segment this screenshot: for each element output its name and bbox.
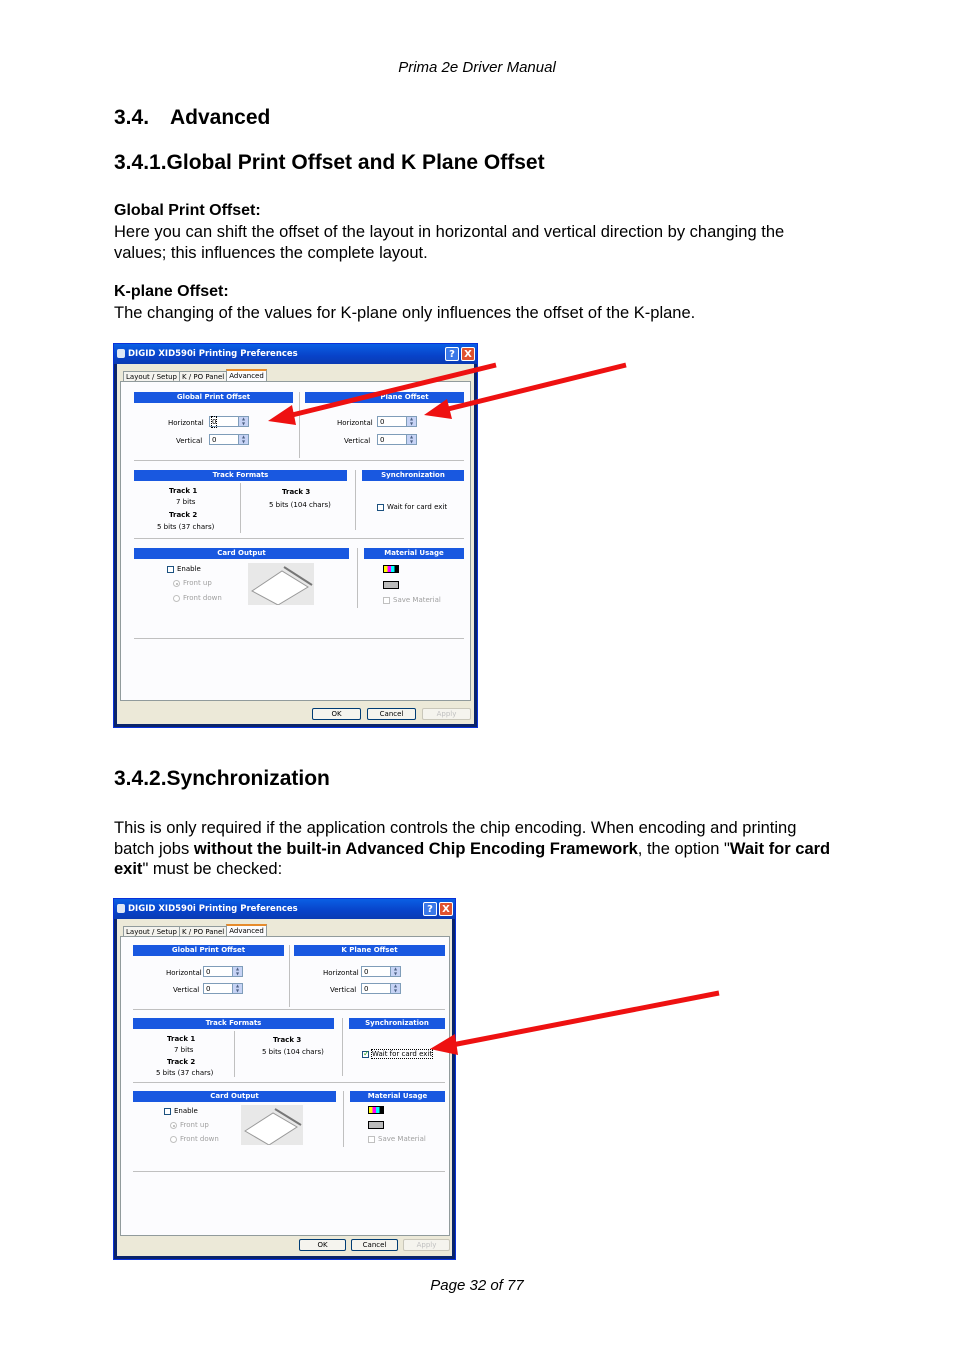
track1-bits: 7 bits bbox=[174, 1046, 194, 1054]
spinner-value: 0 bbox=[206, 968, 211, 976]
track-formats-header: Track Formats bbox=[133, 1018, 334, 1029]
help-button[interactable]: ? bbox=[423, 902, 437, 916]
vertical-label: Vertical bbox=[173, 986, 200, 994]
global-offset-header: Global Print Offset bbox=[134, 392, 293, 403]
global-offset-label: Global Print Offset: bbox=[114, 202, 261, 219]
track3-label: Track 3 bbox=[282, 488, 311, 496]
text-run-bold: Wait for card bbox=[729, 839, 831, 858]
track2-label: Track 2 bbox=[169, 511, 198, 519]
arrow-head-icon bbox=[430, 1034, 458, 1055]
global-offset-header: Global Print Offset bbox=[133, 945, 284, 956]
track2-bits: 5 bits (37 chars) bbox=[156, 1069, 214, 1077]
global-text-line2: values; this influences the complete layout. bbox=[114, 243, 428, 262]
text-run-bold: without the built-in Advanced Chip Encoding Framework bbox=[193, 839, 638, 858]
tab-advanced[interactable]: Advanced bbox=[226, 924, 267, 938]
text-run: " must be checked: bbox=[142, 860, 283, 878]
page-number: Page 32 of 77 bbox=[430, 1277, 524, 1294]
track2-bits: 5 bits (37 chars) bbox=[157, 523, 215, 531]
vertical-label: Vertical bbox=[176, 437, 203, 445]
wait-for-card-exit-label: Wait for card exit bbox=[387, 503, 448, 511]
spin-arrows-icon[interactable]: ▲ ▼ bbox=[390, 984, 400, 993]
spin-arrows-icon[interactable]: ▲ ▼ bbox=[390, 967, 400, 976]
subsection-heading-offset: 3.4.1.Global Print Offset and K Plane Offset bbox=[114, 151, 545, 174]
global-text-line1: Here you can shift the offset of the layout in horizontal and vertical direction by changing the bbox=[114, 223, 785, 241]
save-material-label: Save Material bbox=[378, 1135, 426, 1143]
subsection-heading-sync: 3.4.2.Synchronization bbox=[114, 767, 330, 790]
spin-arrows-icon[interactable]: ▲ ▼ bbox=[238, 417, 248, 426]
track3-label: Track 3 bbox=[273, 1036, 302, 1044]
spin-arrows-icon[interactable]: ▲ ▼ bbox=[406, 417, 416, 426]
track2-label: Track 2 bbox=[167, 1058, 196, 1066]
close-button[interactable]: X bbox=[439, 902, 453, 916]
cancel-button[interactable]: Cancel bbox=[351, 1239, 398, 1251]
spinner-value: 0 bbox=[212, 418, 217, 426]
running-header: Prima 2e Driver Manual bbox=[398, 59, 556, 76]
apply-button[interactable]: Apply bbox=[403, 1239, 450, 1251]
front-up-label: Front up bbox=[180, 1121, 209, 1129]
kplane-offset-label: K-plane Offset: bbox=[114, 283, 229, 300]
enable-label: Enable bbox=[174, 1107, 198, 1115]
spinner-value: 0 bbox=[380, 436, 385, 444]
tab-advanced[interactable]: Advanced bbox=[226, 369, 267, 383]
vertical-label: Vertical bbox=[330, 986, 357, 994]
track1-label: Track 1 bbox=[167, 1035, 196, 1043]
tab-k-po-panel[interactable]: K / PO Panel bbox=[179, 926, 227, 938]
vertical-label: Vertical bbox=[344, 437, 371, 445]
dialog-title: DIGID XID590i Printing Preferences bbox=[128, 349, 298, 359]
enable-label: Enable bbox=[177, 565, 201, 573]
text-run-bold: exit bbox=[114, 860, 143, 878]
sync-text-line1: This is only required if the application controls the chip encoding. When encoding and printing bbox=[114, 819, 797, 837]
spinner-value: 0 bbox=[364, 985, 369, 993]
text-run: , the option " bbox=[637, 839, 730, 858]
spin-arrows-icon[interactable]: ▲ ▼ bbox=[406, 435, 416, 444]
ok-button[interactable]: OK bbox=[299, 1239, 346, 1251]
close-button[interactable]: X bbox=[461, 347, 475, 361]
section-title: Advanced bbox=[170, 106, 271, 129]
spinner-value: 0 bbox=[380, 418, 385, 426]
synchronization-header: Synchronization bbox=[349, 1018, 445, 1029]
tab-layout-setup[interactable]: Layout / Setup bbox=[123, 371, 180, 383]
card-output-header: Card Output bbox=[133, 1091, 336, 1102]
section-number: 3.4. bbox=[114, 106, 150, 129]
arrow-line bbox=[452, 993, 719, 1045]
spin-arrows-icon[interactable]: ▲ ▼ bbox=[232, 967, 242, 976]
track1-bits: 7 bits bbox=[176, 498, 196, 506]
ok-button[interactable]: OK bbox=[312, 708, 361, 720]
apply-button[interactable]: Apply bbox=[422, 708, 471, 720]
text-run: batch jobs bbox=[114, 839, 194, 858]
horizontal-label: Horizontal bbox=[166, 969, 202, 977]
synchronization-header: Synchronization bbox=[362, 470, 464, 481]
horizontal-label: Horizontal bbox=[323, 969, 359, 977]
save-material-label: Save Material bbox=[393, 596, 441, 604]
front-down-label: Front down bbox=[183, 594, 222, 602]
spinner-value: 0 bbox=[364, 968, 369, 976]
material-usage-header: Material Usage bbox=[364, 548, 464, 559]
wait-for-card-exit-label: Wait for card exit bbox=[372, 1050, 433, 1058]
tab-k-po-panel[interactable]: K / PO Panel bbox=[179, 371, 227, 383]
horizontal-label: Horizontal bbox=[337, 419, 373, 427]
front-up-label: Front up bbox=[183, 579, 212, 587]
spin-arrows-icon[interactable]: ▲ ▼ bbox=[238, 435, 248, 444]
tab-layout-setup[interactable]: Layout / Setup bbox=[123, 926, 180, 938]
spinner-value: 0 bbox=[206, 985, 211, 993]
spinner-value: 0 bbox=[212, 436, 217, 444]
k-plane-offset-header: K Plane Offset bbox=[294, 945, 445, 956]
card-output-header: Card Output bbox=[134, 548, 349, 559]
spin-arrows-icon[interactable]: ▲ ▼ bbox=[232, 984, 242, 993]
kplane-offset-text: The changing of the values for K-plane only influences the offset of the K-plane. bbox=[114, 304, 696, 322]
horizontal-label: Horizontal bbox=[168, 419, 204, 427]
front-down-label: Front down bbox=[180, 1135, 219, 1143]
track3-bits: 5 bits (104 chars) bbox=[262, 1048, 324, 1056]
help-button[interactable]: ? bbox=[445, 347, 459, 361]
k-plane-header-text: Plane Offset bbox=[380, 393, 429, 401]
cancel-button[interactable]: Cancel bbox=[367, 708, 416, 720]
track1-label: Track 1 bbox=[169, 487, 198, 495]
track-formats-header: Track Formats bbox=[134, 470, 347, 481]
material-usage-header: Material Usage bbox=[350, 1091, 445, 1102]
track3-bits: 5 bits (104 chars) bbox=[269, 501, 331, 509]
dialog-title: DIGID XID590i Printing Preferences bbox=[128, 904, 298, 914]
